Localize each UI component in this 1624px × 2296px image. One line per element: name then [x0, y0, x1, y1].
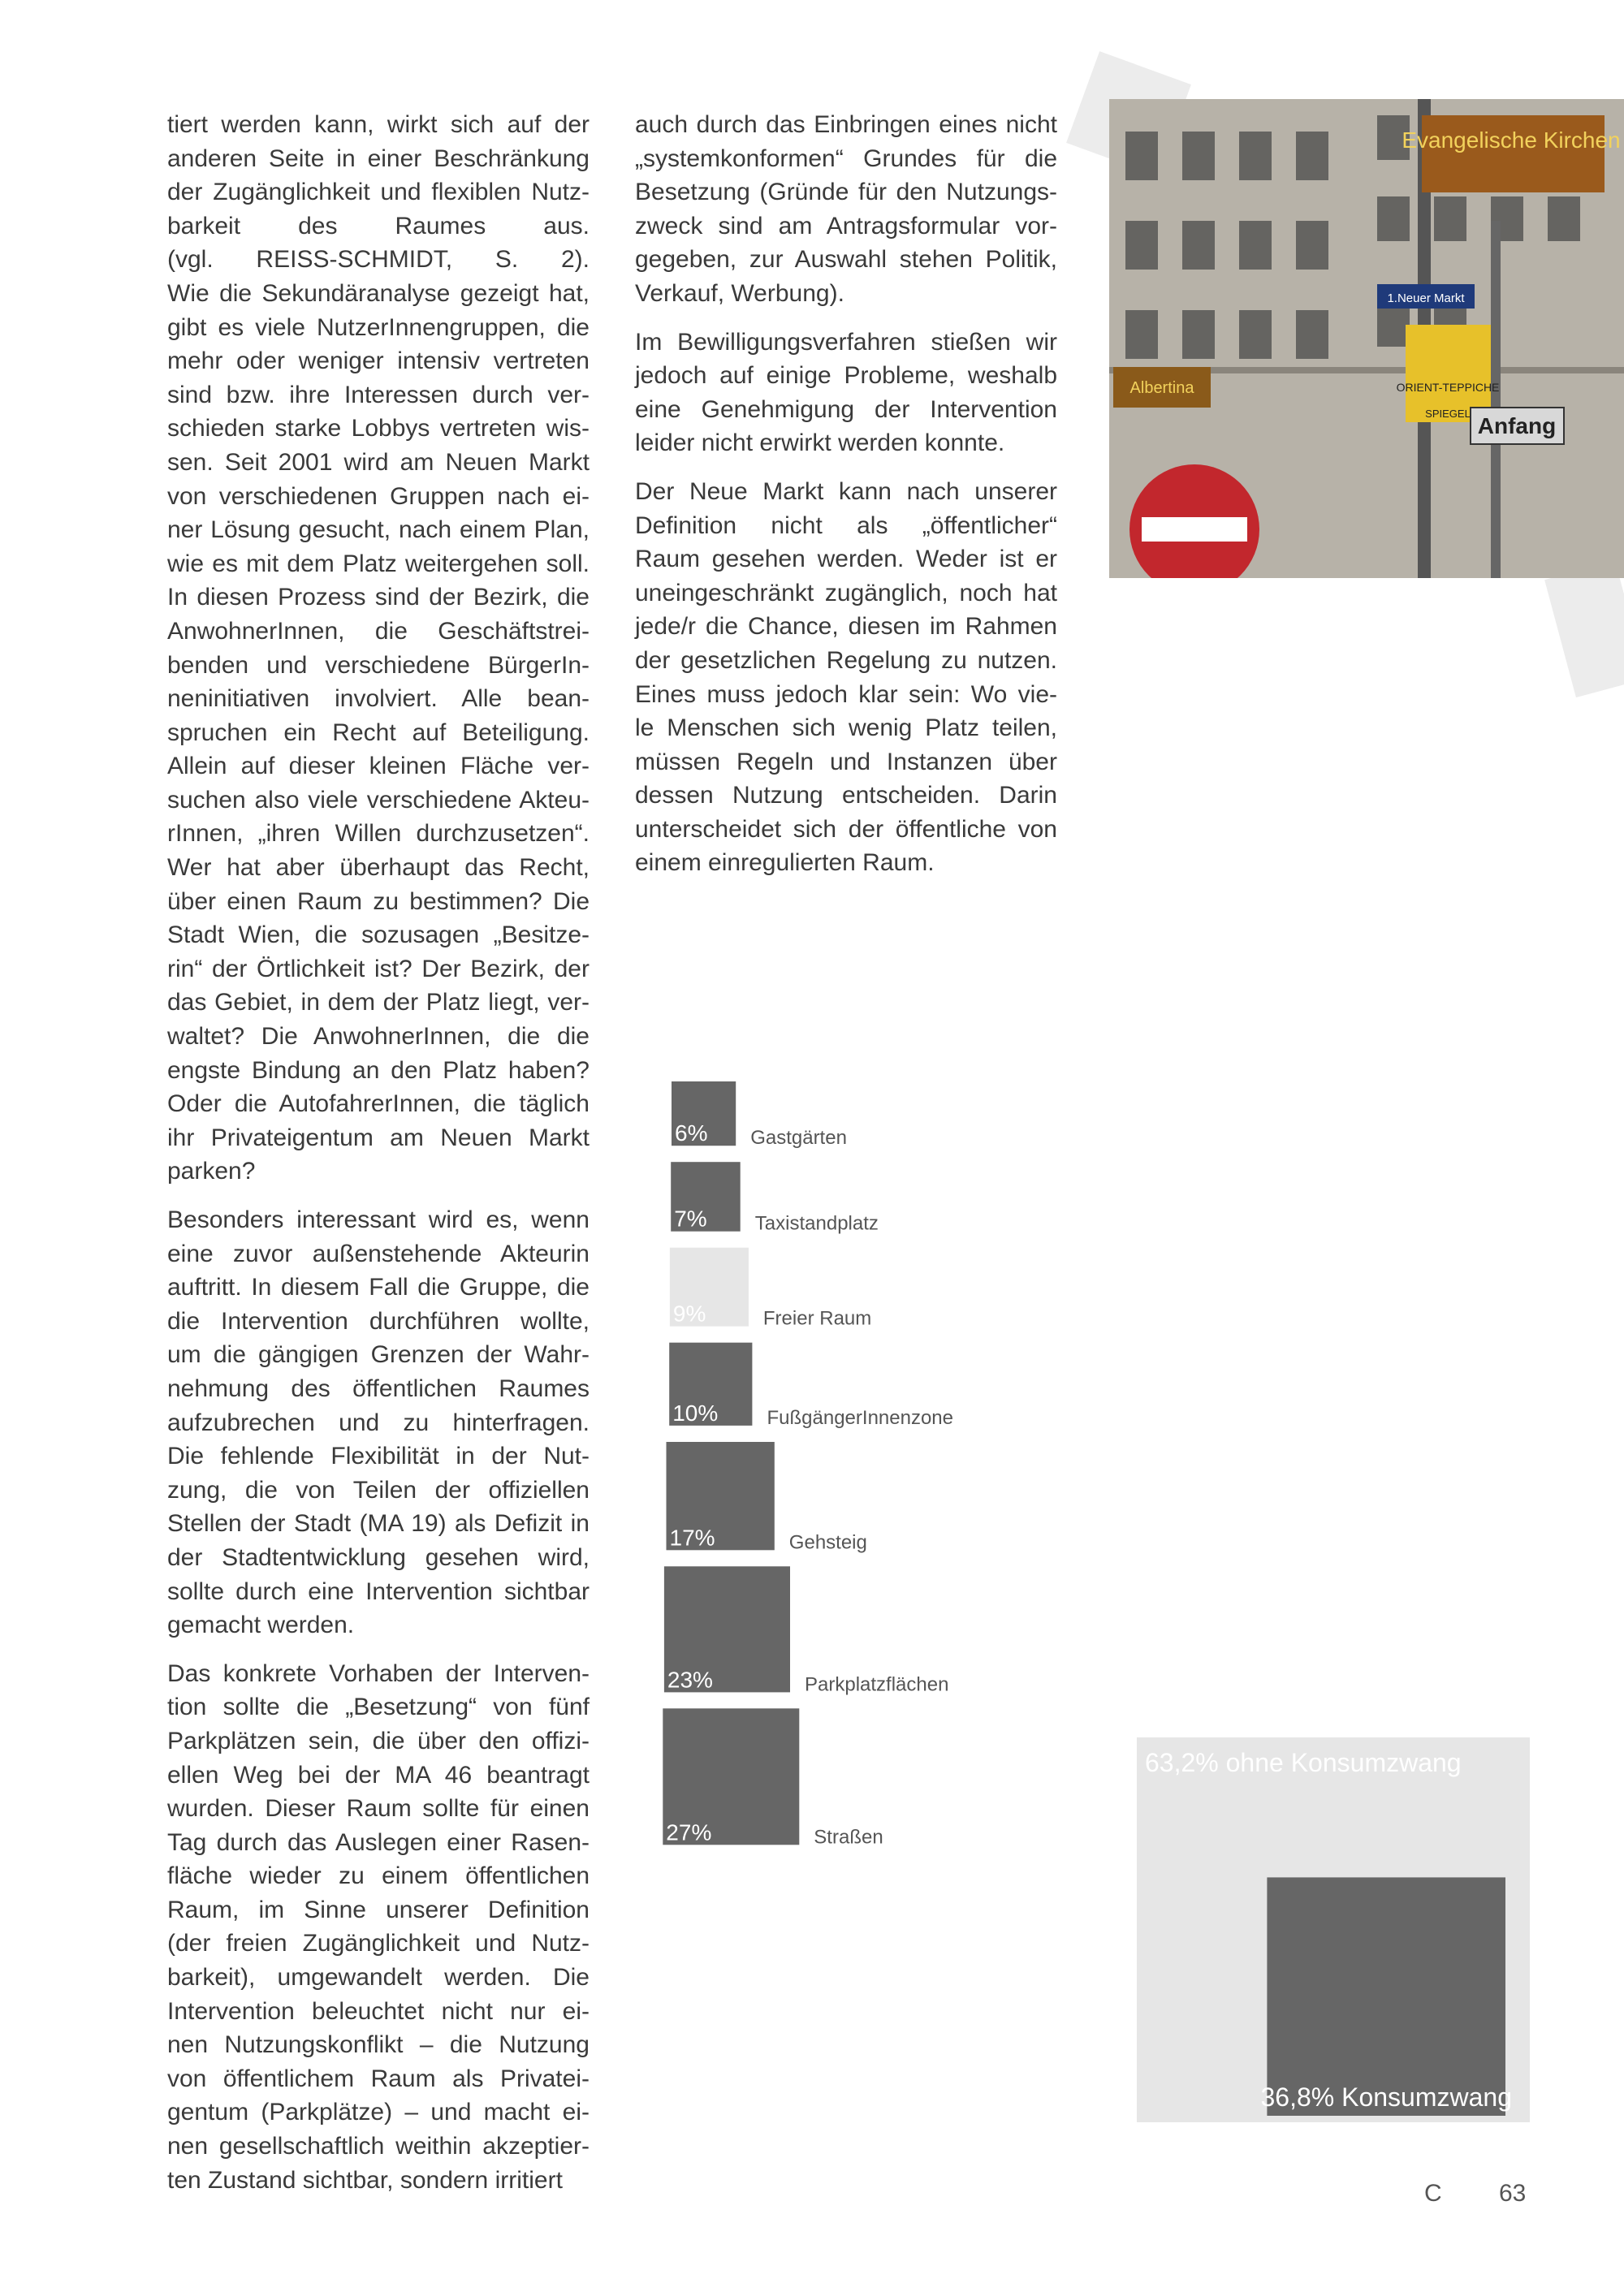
text-line: die Intervention durchführen wollte, [167, 1307, 590, 1335]
text-line: fläche wieder zu einem öffentlichen [167, 1862, 590, 1890]
sign-text: 1.Neuer Markt [1387, 291, 1465, 305]
text-line: Oder die AutofahrerInnen, die täglich [167, 1090, 590, 1118]
bar-category-label: Parkplatzflächen [805, 1673, 949, 1696]
label-konsumzwang: 36,8% Konsumzwang [1260, 2082, 1512, 2112]
text-line: (der freien Zugänglichkeit und Nutz- [167, 1930, 590, 1957]
text-line: tion sollte die „Besetzung“ von fünf [167, 1694, 590, 1721]
text-line: unterscheidet sich der öffentliche von [635, 815, 1057, 843]
bar-value-label: 17% [669, 1525, 715, 1551]
text-line: neninitiativen involviert. Alle bean- [167, 685, 590, 713]
sign-text: Albertina [1129, 379, 1194, 397]
paragraph [635, 108, 1057, 311]
text-line: der gesetzlichen Regelung zu nutzen. [635, 646, 1057, 674]
text-line: engste Bindung an den Platz haben? [167, 1056, 590, 1084]
text-line: Wer hat aber überhaupt das Recht, [167, 854, 590, 882]
text-line: ihr Privateigentum am Neuen Markt [167, 1124, 590, 1151]
street-sign-photo [1109, 99, 1624, 578]
text-column-middle [635, 108, 1057, 895]
text-line: Definition nicht als „öffentlicher“ [635, 511, 1057, 539]
label-ohne-konsumzwang: 63,2% ohne Konsumzwang [1145, 1748, 1462, 1777]
text-line: leider nicht erwirkt werden konnte. [635, 429, 1005, 457]
text-line: einem einregulierten Raum. [635, 849, 935, 877]
bar-value-label: 9% [672, 1301, 706, 1327]
text-line: mehr oder weniger intensiv vertreten [167, 347, 590, 375]
text-line: dessen Nutzung entscheiden. Darin [635, 782, 1057, 809]
text-line: waltet? Die AnwohnerInnen, die die [167, 1023, 590, 1051]
text-line: In diesen Prozess sind der Bezirk, die [167, 584, 590, 611]
text-line: eine Genehmigung der Intervention [635, 395, 1057, 423]
text-line: sollte durch eine Intervention sichtbar [167, 1577, 590, 1605]
text-line: von verschiedenen Gruppen nach ei- [167, 482, 590, 510]
text-column-left [167, 108, 590, 2212]
text-line: Raum gesehen werden. Weder ist er [635, 546, 1057, 573]
text-line: nen Nutzungskonflikt – die Nutzung [167, 2031, 590, 2059]
text-line: suchen also viele verschiedene Akteu- [167, 786, 590, 814]
text-line: Tag durch das Auslegen einer Rasen- [167, 1828, 590, 1856]
bar-category-label: FußgängerInnenzone [767, 1407, 953, 1429]
bar-value-label: 7% [674, 1206, 707, 1232]
bar-value-label: 27% [666, 1819, 712, 1845]
text-line: Wie die Sekundäranalyse gezeigt hat, [167, 279, 590, 307]
street-sign-illustration [1109, 99, 1624, 578]
text-line: gemacht werden. [167, 1612, 355, 1639]
text-line: Parkplätzen sein, die über den offizi- [167, 1727, 590, 1754]
text-line: Verkauf, Werbung). [635, 279, 844, 307]
text-line: zweck sind am Antragsformular vor- [635, 212, 1057, 240]
text-line: von öffentlichem Raum als Privatei- [167, 2065, 590, 2092]
sign-text: Anfang [1477, 413, 1557, 438]
text-line: gegeben, zur Auswahl stehen Politik, [635, 246, 1057, 274]
text-line: der Stadtentwicklung gesehen wird, [167, 1543, 590, 1571]
text-line: ellen Weg bei der MA 46 beantragt [167, 1761, 590, 1789]
text-line: jedoch auf einige Probleme, weshalb [635, 362, 1057, 390]
text-line: spruchen ein Recht auf Beteiligung. [167, 719, 590, 746]
text-line: aufzubrechen und zu hinterfragen. [167, 1409, 590, 1436]
bar-value-label: 10% [672, 1400, 719, 1426]
text-line: Besonders interessant wird es, wenn [167, 1206, 590, 1233]
text-line: schieden starke Lobbys vertreten wis- [167, 415, 590, 442]
bar-category-label: Taxistandplatz [754, 1212, 879, 1235]
text-line: sen. Seit 2001 wird am Neuen Markt [167, 448, 590, 476]
bar-category-label: Freier Raum [762, 1307, 872, 1330]
text-line: über einen Raum zu bestimmen? Die [167, 887, 590, 915]
proportion-chart-svg [1137, 1737, 1543, 2127]
text-line: ner Lösung gesucht, nach einem Plan, [167, 516, 590, 544]
text-line: nen gesellschaftlich weithin akzeptier- [167, 2133, 590, 2160]
page-number: 63 [1499, 2180, 1527, 2207]
text-line: „systemkonformen“ Grundes für die [635, 145, 1057, 172]
text-line: rin“ der Örtlichkeit ist? Der Bezirk, der [167, 955, 590, 982]
text-line: ten Zustand sichtbar, sondern irritiert [167, 2166, 563, 2194]
text-line: benden und verschiedene BürgerIn- [167, 651, 590, 679]
text-line: jede/r die Chance, diesen im Rahmen [635, 613, 1057, 641]
text-line: (vgl. REISS-SCHMIDT, S. 2). [167, 246, 590, 274]
bar-value-label: 23% [667, 1667, 713, 1693]
paragraph [167, 1657, 590, 2198]
text-line: der Zugänglichkeit und flexiblen Nutz- [167, 179, 590, 206]
text-line: Die fehlende Flexibilität in der Nut- [167, 1443, 590, 1470]
text-line: Der Neue Markt kann nach unserer [635, 477, 1057, 505]
text-line: anderen Seite in einer Beschränkung [167, 145, 590, 172]
bar-category-label: Gastgärten [750, 1127, 847, 1150]
paragraph [635, 326, 1057, 460]
text-line: wurden. Dieser Raum sollte für einen [167, 1795, 590, 1823]
inner-square-konsumzwang [1267, 1877, 1505, 2116]
photo-frame-decoration [1544, 561, 1624, 697]
text-line: barkeit des Raumes aus. [167, 212, 590, 240]
text-line: gentum (Parkplätze) – und macht ei- [167, 2099, 590, 2126]
text-line: le Menschen sich wenig Platz teilen, [635, 714, 1057, 742]
bar-category-label: Straßen [814, 1826, 883, 1849]
text-line: Besetzung (Gründe für den Nutzungs- [635, 179, 1057, 206]
text-line: Intervention beleuchtet nicht nur ei- [167, 1997, 590, 2025]
bar-chart [650, 1072, 1137, 2160]
paragraph [635, 475, 1057, 880]
text-line: Allein auf dieser kleinen Fläche ver- [167, 753, 590, 780]
text-line: das Gebiet, in dem der Platz liegt, ver- [167, 989, 590, 1016]
proportion-chart [1137, 1737, 1543, 2127]
text-line: uneingeschränkt zugänglich, noch hat [635, 579, 1057, 606]
text-line: auftritt. In diesem Fall die Gruppe, die [167, 1274, 590, 1301]
text-line: Stadt Wien, die sozusagen „Besitze- [167, 921, 590, 949]
bar-chart-svg [650, 1072, 1137, 2160]
text-line: eine zuvor außenstehende Akteurin [167, 1240, 590, 1267]
text-line: gibt es viele NutzerInnengruppen, die [167, 313, 590, 341]
text-line: Im Bewilligungsverfahren stießen wir [635, 328, 1057, 356]
text-line: müssen Regeln und Instanzen über [635, 748, 1057, 775]
text-line: nehmung des öffentlichen Raumes [167, 1375, 590, 1402]
paragraph [167, 108, 590, 1189]
text-line: auch durch das Einbringen eines nicht [635, 111, 1057, 138]
text-line: Das konkrete Vorhaben der Interven- [167, 1659, 590, 1687]
paragraph [167, 1203, 590, 1642]
text-line: um die gängigen Grenzen der Wahr- [167, 1341, 590, 1369]
text-line: wie es mit dem Platz weitergehen soll. [167, 550, 590, 577]
text-line: zung, die von Teilen der offiziellen [167, 1476, 590, 1504]
text-line: Eines muss jedoch klar sein: Wo vie- [635, 680, 1057, 708]
text-line: Stellen der Stadt (MA 19) als Defizit in [167, 1510, 590, 1538]
sign-text: SPIEGEL [1425, 408, 1471, 420]
text-line: rInnen, „ihren Willen durchzusetzen“. [167, 820, 590, 848]
sign-text: Evangelische Kirchen [1402, 127, 1621, 153]
section-letter: C [1424, 2180, 1442, 2207]
text-line: sind bzw. ihre Interessen durch ver- [167, 381, 590, 408]
text-line: barkeit), umgewandelt werden. Die [167, 1964, 590, 1992]
sign-text: ORIENT-TEPPICHE [1396, 381, 1500, 394]
text-line: Raum, im Sinne unserer Definition [167, 1896, 590, 1923]
text-line: tiert werden kann, wirkt sich auf der [167, 111, 590, 138]
text-line: AnwohnerInnen, die Geschäftstrei- [167, 617, 590, 645]
bar-value-label: 6% [675, 1120, 708, 1146]
text-line: parken? [167, 1158, 256, 1185]
bar-category-label: Gehsteig [788, 1531, 867, 1554]
